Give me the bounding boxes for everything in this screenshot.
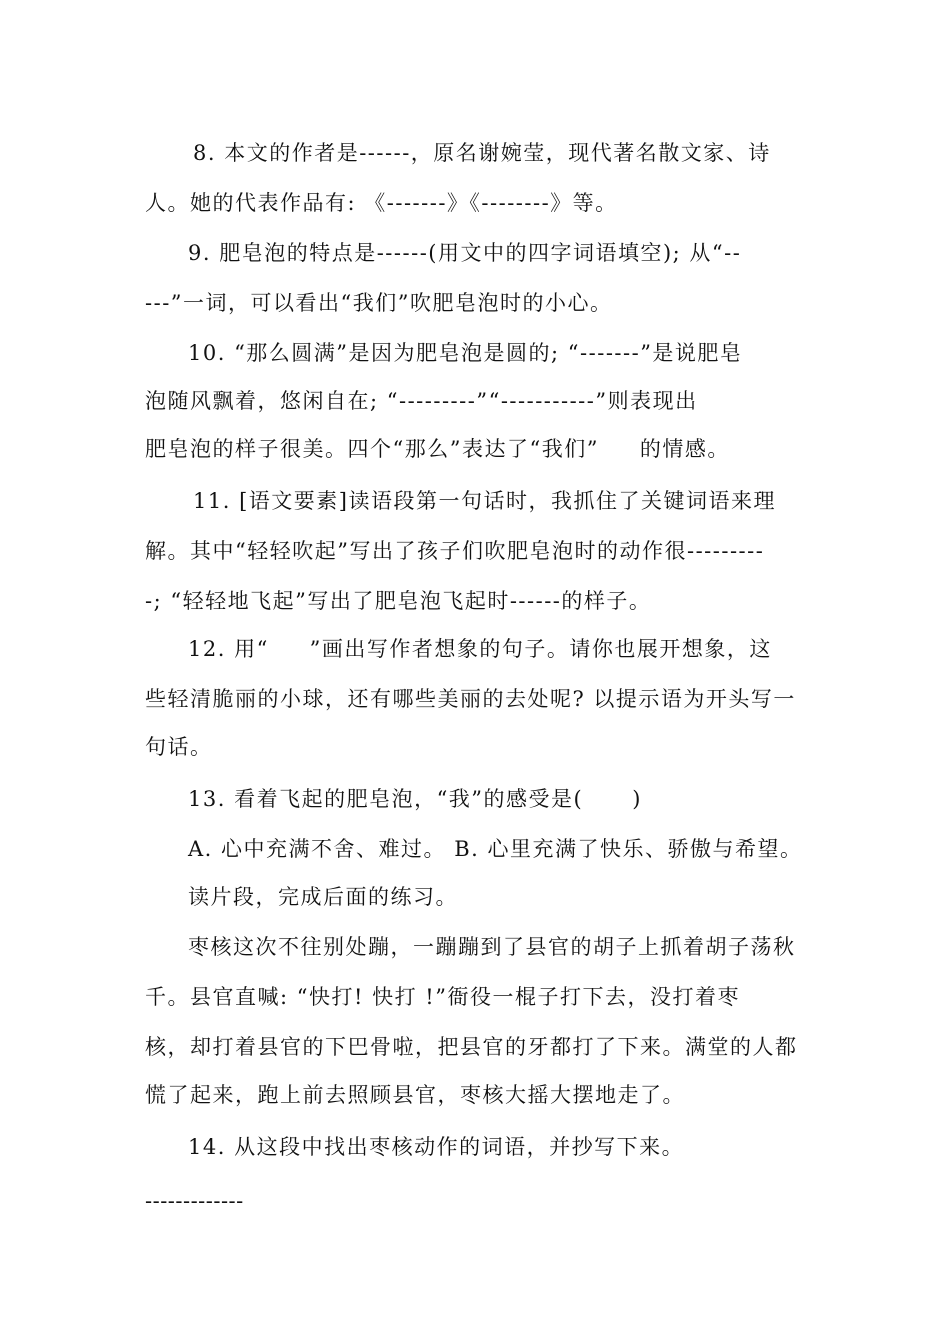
- question-8-line-2: 人。她的代表作品有: 《-------》《--------》等。: [145, 191, 618, 215]
- question-13-options: A. 心中充满不舍、难过。 B. 心里充满了快乐、骄傲与希望。: [188, 837, 803, 861]
- question-12-line-1: 12. 用“ ”画出写作者想象的句子。请你也展开想象，这: [188, 637, 772, 661]
- question-8-line-1: 8. 本文的作者是------，原名谢婉莹，现代著名散文家、诗: [193, 141, 771, 165]
- passage-instruction: 读片段，完成后面的练习。: [188, 885, 458, 909]
- question-10-line-3: 肥皂泡的样子很美。四个“那么”表达了“我们” 的情感。: [145, 437, 730, 461]
- question-11-line-3: -; “轻轻地飞起”写出了肥皂泡飞起时------的样子。: [145, 589, 652, 613]
- question-11-line-2: 解。其中“轻轻吹起”写出了孩子们吹肥皂泡时的动作很---------: [145, 539, 765, 563]
- question-12-line-3: 句话。: [145, 735, 213, 759]
- question-14-stem: 14. 从这段中找出枣核动作的词语，并抄写下来。: [188, 1135, 685, 1159]
- passage-line-3: 核，却打着县官的下巴骨啦，把县官的牙都打了下来。满堂的人都: [145, 1035, 798, 1059]
- answer-blank-line: -------------: [145, 1189, 244, 1213]
- passage-line-2: 千。县官直喊: “快打! 快打 !”衙役一棍子打下去，没打着枣: [145, 985, 740, 1009]
- question-10-line-1: 10. “那么圆满”是因为肥皂泡是圆的; “-------”是说肥皂: [188, 341, 743, 365]
- question-9-line-2: ---”一词，可以看出“我们”吹肥皂泡时的小心。: [145, 291, 613, 315]
- question-12-line-2: 些轻清脆丽的小球，还有哪些美丽的去处呢? 以提示语为开头写一: [145, 687, 796, 711]
- passage-line-4: 慌了起来，跑上前去照顾县官，枣核大摇大摆地走了。: [145, 1083, 685, 1107]
- passage-line-1: 枣核这次不往别处蹦，一蹦蹦到了县官的胡子上抓着胡子荡秋: [188, 935, 796, 959]
- question-9-line-1: 9. 肥皂泡的特点是------(用文中的四字词语填空); 从“--: [188, 241, 742, 265]
- question-11-line-1: 11. [语文要素]读语段第一句话时，我抓住了关键词语来理: [193, 489, 776, 513]
- question-10-line-2: 泡随风飘着，悠闲自在; “---------”“-----------”则表现出: [145, 389, 698, 413]
- question-13-stem: 13. 看着飞起的肥皂泡，“我”的感受是( ): [188, 787, 642, 811]
